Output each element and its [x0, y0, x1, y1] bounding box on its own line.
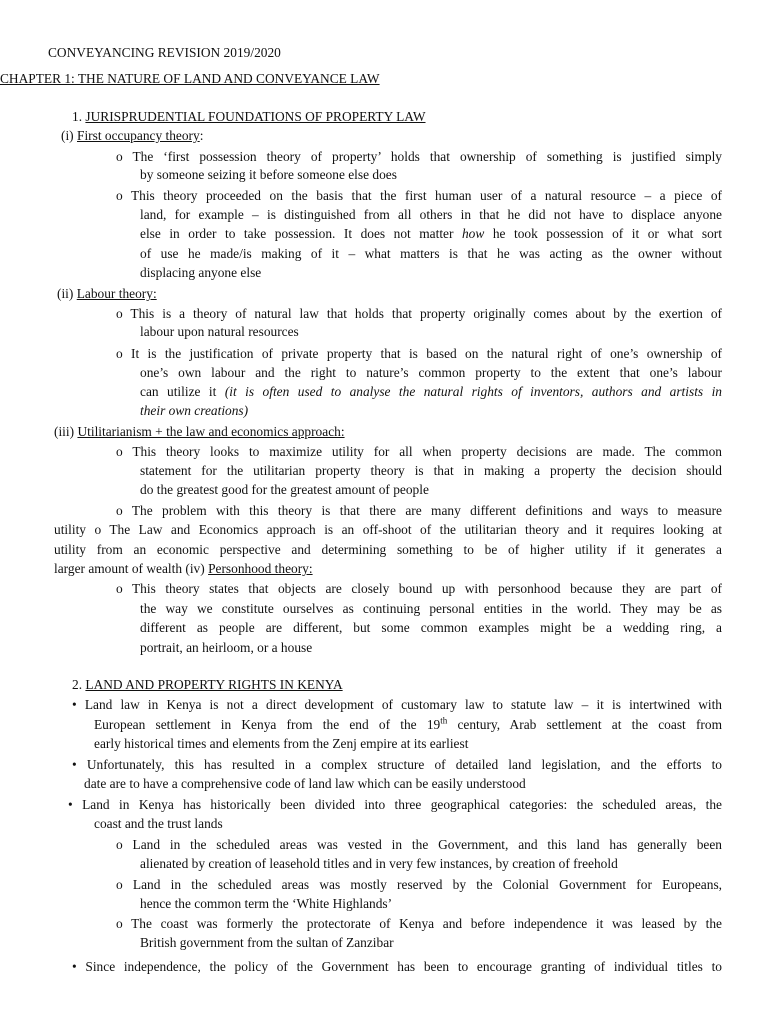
section-2-heading	[72, 676, 343, 694]
s2-bullet-3-line-1: • Land in Kenya has historically been divided into three geographical categories: the scheduled areas, the	[68, 797, 722, 812]
ii-bullet-1-line-1: o This is a theory of natural law that holds that property originally comes about by the exertion of	[116, 306, 722, 321]
subheading-iv-title: Personhood theory:	[208, 561, 313, 576]
subheading-i-title: First occupancy theory	[77, 128, 200, 143]
section-2-title: LAND AND PROPERTY RIGHTS IN KENYA	[85, 677, 343, 692]
i-bullet-2-line-5: displacing anyone else	[140, 265, 262, 280]
i-bullet-2-line-3-b: he took possession of it or what sort	[492, 226, 722, 241]
s2-sub-bullet-2-line-2: hence the common term the ‘White Highlands’	[140, 896, 393, 911]
iii-bullet-2-line-2: utility o The Law and Economics approach is an off-shoot of the utilitarian theory and it requires looking at	[54, 522, 722, 537]
doc-title: CONVEYANCING REVISION 2019/2020	[48, 45, 281, 60]
iii-bullet-2-line-1: o The problem with this theory is that there are many different definitions and ways to measure	[116, 503, 722, 518]
i-bullet-1-line-1: o The ‘first possession theory of property’ holds that ownership of something is justified simply	[116, 149, 722, 164]
iv-bullet-1-line-4: portrait, an heirloom, or a house	[140, 640, 313, 655]
s2-bullet-1-line-2-a: European settlement in Kenya from the end of the 19	[94, 717, 441, 732]
subheading-ii-label: (ii)	[57, 286, 74, 301]
s2-sub-bullet-1-line-1: o Land in the scheduled areas was vested in the Government, and this land has generally been	[116, 837, 722, 852]
section-1-heading	[72, 108, 426, 126]
s2-bullet-1-line-1: • Land law in Kenya is not a direct development of customary law to statute law – it is intertwined with	[72, 697, 722, 712]
ii-bullet-2-line-1: o It is the justification of private property that is based on the natural right of one’s ownership of	[116, 346, 722, 361]
s2-bullet-3-line-2: coast and the trust lands	[94, 816, 223, 831]
subheading-i-colon: :	[199, 128, 204, 143]
subheading-iii-title: Utilitarianism + the law and economics approach:	[77, 424, 345, 439]
iii-bullet-1-line-1: o This theory looks to maximize utility for all when property decisions are made. The common	[116, 444, 722, 459]
iii-bullet-1-line-2: statement for the utilitarian property theory is that in making a property the decision should	[140, 463, 722, 478]
chapter-title: CHAPTER 1: THE NATURE OF LAND AND CONVEYANCE LAW	[0, 71, 380, 86]
subheading-ii	[57, 285, 157, 303]
i-bullet-1-line-2: by someone seizing it before someone else does	[140, 167, 397, 182]
i-bullet-2-line-4: of use he made/is making of it – what matters is that he was acting as the owner without	[140, 246, 722, 261]
iii-bullet-2-line-4	[54, 560, 313, 578]
i-bullet-2-line-3-emphasis: how	[461, 226, 485, 241]
s2-bullet-1-line-2-b: century, Arab settlement at the coast from	[447, 717, 722, 732]
iv-bullet-1-line-1: o This theory states that objects are closely bound up with personhood because they are part of	[116, 581, 722, 596]
i-bullet-2-line-2: land, for example – is distinguished from all others in that he did not have to displace anyone	[140, 207, 722, 222]
iii-bullet-1-line-3: do the greatest good for the greatest amount of people	[140, 482, 429, 497]
iii-bullet-2-line-3: utility from an economic perspective and determining something to be of higher utility if it generates a	[54, 542, 722, 557]
s2-bullet-1-line-3: early historical times and elements from the Zenj empire at its earliest	[94, 736, 469, 751]
s2-bullet-2-line-2: date are to have a comprehensive code of land law which can be easily understood	[84, 776, 526, 791]
s2-bullet-1-line-2	[94, 716, 722, 734]
ii-bullet-2-line-4: their own creations)	[140, 403, 249, 418]
s2-bullet-1-superscript: th	[440, 715, 448, 726]
ii-bullet-1-line-2: labour upon natural resources	[140, 324, 299, 339]
subheading-i-label: (i)	[61, 128, 74, 143]
s2-bullet-2-line-1: • Unfortunately, this has resulted in a complex structure of detailed land legislation, and the efforts to	[72, 757, 722, 772]
section-1-number: 1.	[72, 109, 83, 124]
ii-bullet-2-line-3	[140, 383, 722, 401]
section-1-title: JURISPRUDENTIAL FOUNDATIONS OF PROPERTY LAW	[85, 109, 426, 124]
section-2-number: 2.	[72, 677, 83, 692]
i-bullet-2-line-3	[140, 225, 722, 243]
s2-bullet-4-line-1: • Since independence, the policy of the Government has been to encourage granting of individual titles to	[72, 959, 722, 974]
s2-sub-bullet-3-line-2: British government from the sultan of Zanzibar	[140, 935, 394, 950]
i-bullet-2-line-3-a: else in order to take possession. It does not matter	[140, 226, 454, 241]
subheading-i	[61, 127, 203, 145]
iii-bullet-2-line-4-text: larger amount of wealth (iv)	[54, 561, 205, 576]
subheading-ii-title: Labour theory:	[76, 286, 157, 301]
iv-bullet-1-line-2: the way we constitute ourselves as continuing personal entities in the world. They may be as	[140, 601, 722, 616]
s2-sub-bullet-3-line-1: o The coast was formerly the protectorate of Kenya and before independence it was leased by the	[116, 916, 722, 931]
subheading-iii-label: (iii)	[54, 424, 75, 439]
ii-bullet-2-line-3-a: can utilize it	[140, 384, 217, 399]
ii-bullet-2-line-2: one’s own labour and the right to nature’s common property to the extent that one’s labour	[140, 365, 722, 380]
iv-bullet-1-line-3: different as people are different, but some common examples might be a wedding ring, a	[140, 620, 722, 635]
s2-sub-bullet-2-line-1: o Land in the scheduled areas was mostly reserved by the Colonial Government for Europeans,	[116, 877, 722, 892]
subheading-iii	[54, 423, 345, 441]
s2-sub-bullet-1-line-2: alienated by creation of leasehold titles and in very few instances, by creation of freehold	[140, 856, 618, 871]
ii-bullet-2-line-3-emphasis: (it is often used to analyse the natural rights of inventors, authors and artists in	[224, 384, 723, 399]
i-bullet-2-line-1: o This theory proceeded on the basis that the first human user of a natural resource – a piece of	[116, 188, 722, 203]
